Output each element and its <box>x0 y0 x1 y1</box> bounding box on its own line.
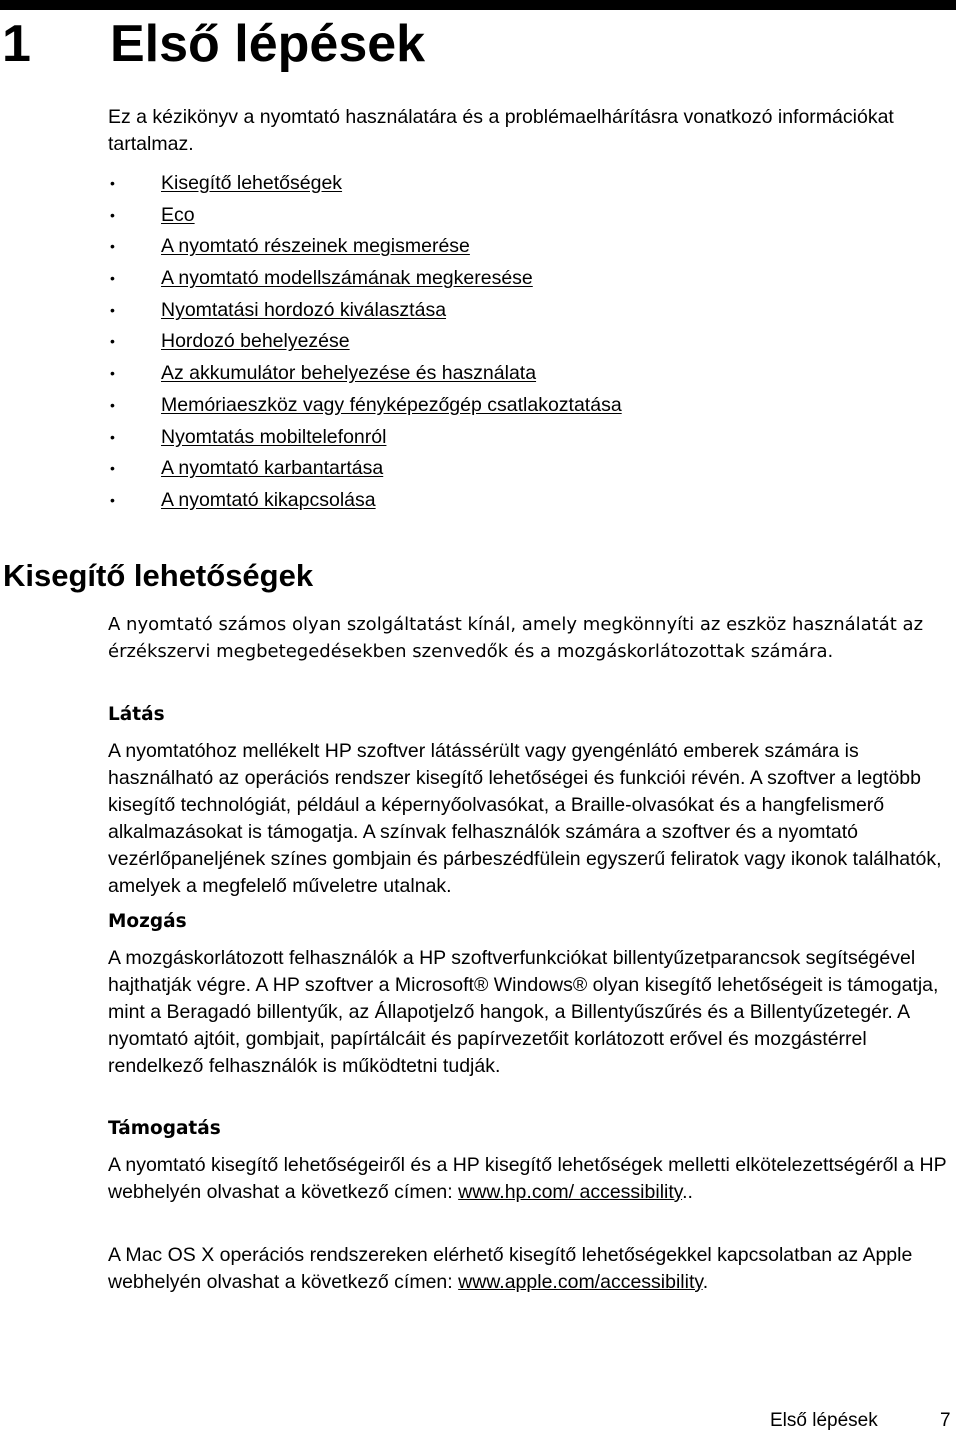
bullet-icon: • <box>110 238 115 255</box>
toc-item <box>108 263 908 295</box>
bullet-icon: • <box>110 365 115 382</box>
toc-link[interactable]: Nyomtatási hordozó kiválasztása <box>161 298 447 321</box>
toc-item <box>108 326 908 358</box>
footer-page-number: 7 <box>940 1410 951 1431</box>
mobility-heading: Mozgás <box>108 911 187 932</box>
toc-link[interactable]: Hordozó behelyezése <box>161 330 350 353</box>
toc-link[interactable]: Kisegítő lehetőségek <box>161 172 343 194</box>
intro-paragraph: Ez a kézikönyv a nyomtató használatára és a problémaelhárításra vonatkozó információkat tartalmaz. <box>108 106 894 155</box>
footer-chapter-title: Első lépések <box>770 1410 878 1431</box>
support-heading: Támogatás <box>108 1118 221 1139</box>
bullet-icon: • <box>110 270 115 287</box>
chapter-title <box>2 10 425 78</box>
toc-item <box>108 485 908 517</box>
apple-accessibility-link[interactable]: www.apple.com/accessibility <box>458 1271 703 1293</box>
toc-list <box>108 168 908 517</box>
toc-link[interactable]: A nyomtató karbantartása <box>161 457 384 480</box>
support-text-2-end: . <box>702 1271 709 1293</box>
bullet-icon: • <box>110 175 115 191</box>
support-paragraph-2 <box>108 1242 956 1296</box>
section-title: Kisegítő lehetőségek <box>3 558 314 593</box>
toc-link[interactable]: A nyomtató részeinek megismerése <box>161 235 470 258</box>
toc-item <box>108 168 908 200</box>
toc-link[interactable]: Memóriaeszköz vagy fényképezőgép csatlakoztatása <box>161 393 622 416</box>
top-rule <box>0 0 956 10</box>
bullet-icon: • <box>110 333 115 350</box>
hp-accessibility-link[interactable]: www.hp.com/ accessibility <box>458 1181 683 1203</box>
section-intro: A nyomtató számos olyan szolgáltatást kínál, amely megkönnyíti az eszköz használatát az érzékszervi megbetegedésekben szenvedők és a mozgáskorlátozottak számára. <box>108 614 924 662</box>
support-text-1-end: .. <box>682 1181 693 1203</box>
toc-item <box>108 422 908 454</box>
bullet-icon: • <box>110 301 115 318</box>
vision-heading: Látás <box>108 704 165 725</box>
vision-paragraph: A nyomtatóhoz mellékelt HP szoftver látássérült vagy gyengénlátó emberek számára is használható az operációs rendszer kisegítő lehetőségei és funkciói révén. A szoftver a legtöbb kisegítő technológiát, például a képernyőolvasókat, a Braille-olvasókat és a hangfelismerő alkalmazásokat is támogatja. A színvak felhasználók számára a szoftver és a nyomtató vezérlőpaneljének színes gombjain és párbeszédfülein egyszerű feliratok vagy ikonok találhatók, amelyek a megfelelő műveletre utalnak. <box>108 740 942 897</box>
toc-item <box>108 390 908 422</box>
chapter-number: 1 <box>2 15 31 73</box>
toc-link[interactable]: A nyomtató kikapcsolása <box>161 488 376 511</box>
toc-item <box>108 295 908 327</box>
support-paragraph-1 <box>108 1152 956 1206</box>
toc-link[interactable]: Nyomtatás mobiltelefonról <box>161 425 387 448</box>
bullet-icon: • <box>110 206 115 223</box>
bullet-icon: • <box>110 460 115 477</box>
mobility-paragraph: A mozgáskorlátozott felhasználók a HP szoftverfunkciókat billentyűzetparancsok segítségével hajthatják végre. A HP szoftver a Microsoft® Windows® olyan kisegítő lehetőségeit is támogatja, mint a Beragadó billentyűk, az Állapotjelző hangok, a Billentyűszűrés és a Billentyűzetegér. A nyomtató ajtóit, gombjait, papírtálcáit és papírvezetőit korlátozott erővel és mozgástérrel rendelkező felhasználók is működtetni tudják. <box>108 947 939 1077</box>
chapter-title-text: Első lépések <box>110 15 426 73</box>
toc-item <box>108 358 908 390</box>
toc-link[interactable]: Eco <box>161 203 195 226</box>
toc-link[interactable]: A nyomtató modellszámának megkeresése <box>161 267 533 290</box>
support-text-1: A nyomtató kisegítő lehetőségeiről és a HP kisegítő lehetőségek melletti elkötelezettségéről a HP webhelyén olvashat a következő címen: <box>108 1154 947 1203</box>
toc-item <box>108 453 908 485</box>
toc-item <box>108 231 908 263</box>
toc-item <box>108 200 908 232</box>
toc-link[interactable]: Az akkumulátor behelyezése és használata <box>161 362 537 385</box>
bullet-icon: • <box>110 428 115 445</box>
support-text-2: A Mac OS X operációs rendszereken elérhető kisegítő lehetőségekkel kapcsolatban az Apple webhelyén olvashat a következő címen: <box>108 1244 913 1293</box>
bullet-icon: • <box>110 396 115 413</box>
bullet-icon: • <box>110 491 115 508</box>
